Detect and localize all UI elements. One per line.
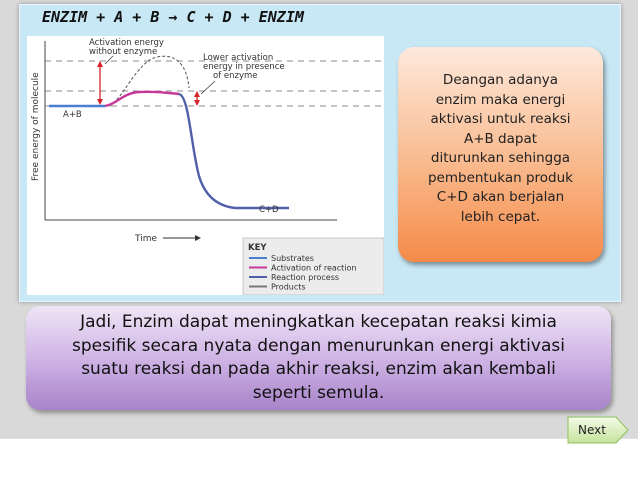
reactants-label: A+B <box>63 110 82 120</box>
y-axis-label: Free energy of molecule <box>31 72 41 181</box>
x-axis-label: Time <box>135 234 158 244</box>
energy-diagram-figure <box>27 36 384 295</box>
energy-diagram-svg <box>27 36 384 295</box>
activation-arrow-with-top <box>194 91 200 97</box>
activation-curve <box>105 92 179 106</box>
callout-line: pembentukan produk <box>427 169 574 186</box>
annotation-without-pointer <box>105 56 113 64</box>
callout-line: A+B dapat <box>463 130 538 147</box>
callout-line: aktivasi untuk reaksi <box>430 111 571 127</box>
time-arrow-head <box>195 235 201 241</box>
key-title: KEY <box>248 243 267 253</box>
next-label: Next <box>578 423 606 437</box>
conclusion-text <box>34 311 603 405</box>
next-button[interactable] <box>567 416 629 444</box>
footer-strip <box>0 438 638 479</box>
explanation-callout <box>398 47 603 262</box>
key-item-label: Products <box>271 282 306 292</box>
activation-arrow-without-top <box>97 61 103 67</box>
callout-line: diturunkan sehingga <box>430 150 571 166</box>
activation-arrow-without-bottom <box>97 99 103 105</box>
callout-line: enzim maka energi <box>435 91 566 108</box>
callout-line: lebih cepat. <box>460 208 541 225</box>
conclusion-box <box>26 306 611 410</box>
conclusion-line: spesifik secara nyata dengan menurunkan energi aktivasi <box>72 335 565 356</box>
annotation-without-enzyme: Activation energy without enzyme <box>89 38 164 57</box>
conclusion-line: suatu reaksi dan pada akhir reaksi, enzim akan kembali <box>81 359 556 379</box>
conclusion-line: Jadi, Enzim dapat meningkatkan kecepatan reaksi kimia <box>80 312 557 332</box>
conclusion-line: seperti semula. <box>252 382 385 403</box>
key-item-label: Substrates <box>271 254 314 263</box>
key-item-label: Activation of reaction <box>271 263 357 273</box>
key-item-label: Reaction process <box>271 273 340 282</box>
reaction-equation-title: ENZIM + A + B → C + D + ENZIM <box>42 8 304 26</box>
reaction-process-curve <box>179 94 289 208</box>
products-label: C+D <box>259 205 279 215</box>
annotation-with-pointer <box>201 81 215 94</box>
callout-line: C+D akan berjalan <box>436 189 565 205</box>
callout-text <box>404 71 597 227</box>
activation-arrow-with-bottom <box>194 100 200 106</box>
annotation-with-enzyme: Lower activation energy in presence of enzyme <box>203 53 285 81</box>
callout-line: Deangan adanya <box>442 72 559 88</box>
